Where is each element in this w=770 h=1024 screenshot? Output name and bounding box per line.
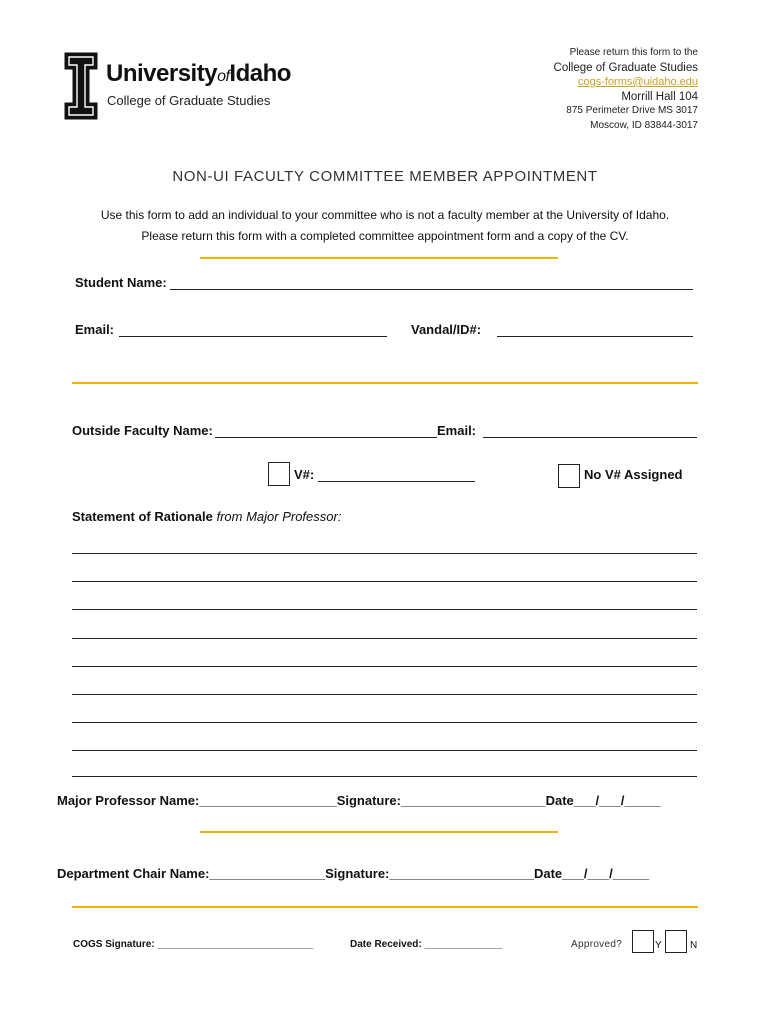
no-vnum-checkbox[interactable] [558,464,580,488]
rationale-label [72,509,341,524]
vnum-field[interactable] [318,481,475,482]
divider [72,906,698,908]
approved-yes-label: Y [655,940,662,951]
vnum-label: V#: [294,467,315,482]
no-vnum-label: No V# Assigned [584,467,683,482]
rationale-line[interactable] [72,609,697,610]
logo-subtitle: College of Graduate Studies [107,93,271,108]
return-note: Please return this form to the [569,47,698,58]
street: 875 Perimeter Drive MS 3017 [566,105,698,116]
intro-line-2: Please return this form with a completed committee appointment form and a copy of the CV. [141,229,629,243]
email-field[interactable] [119,336,387,337]
form-title: NON-UI FACULTY COMMITTEE MEMBER APPOINTMENT [172,168,598,185]
divider [72,382,698,384]
university-logo-icon [64,52,98,120]
city: Moscow, ID 83844-3017 [590,119,698,131]
vandal-id-field[interactable] [497,336,693,337]
outside-email-field[interactable] [483,437,697,438]
rationale-italic: from Major Professor: [212,509,342,524]
logo-word-university: University [106,60,218,87]
divider [200,831,558,833]
approved-yes-checkbox[interactable] [632,930,654,953]
rationale-line[interactable] [72,776,697,777]
rationale-line[interactable] [72,553,697,554]
approved-no-checkbox[interactable] [665,930,687,953]
outside-faculty-field[interactable] [215,437,437,438]
rationale-line[interactable] [72,722,697,723]
rationale-line[interactable] [72,638,697,639]
hall: Morrill Hall 104 [621,90,698,103]
major-professor-signature-row[interactable]: Major Professor Name:___________________Signature:____________________Date___/___/_____ [57,793,661,808]
rationale-line[interactable] [72,581,697,582]
email-link[interactable]: cogs-forms@uidaho.edu [577,76,698,88]
rationale-line[interactable] [72,694,697,695]
rationale-line[interactable] [72,750,697,751]
intro-line-1: Use this form to add an individual to your committee who is not a faculty member at the University of Idaho. [100,208,670,222]
student-name-label: Student Name: [75,275,167,290]
divider [200,257,558,259]
rationale-line[interactable] [72,666,697,667]
vnum-checkbox[interactable] [268,462,290,486]
cogs-signature-field[interactable]: COGS Signature: ____________________________ [73,939,314,950]
date-received-field[interactable]: Date Received: ______________ [350,939,503,950]
approved-label: Approved? [571,939,623,950]
vandal-id-label: Vandal/ID#: [411,322,482,337]
return-address [554,46,698,133]
approved-no-label: N [690,940,698,951]
logo-word-of: of [217,68,230,85]
email-label: Email: [75,322,115,337]
rationale-bold: Statement of Rationale [72,509,213,524]
student-name-field[interactable] [170,289,693,290]
outside-email-label: Email: [437,423,477,438]
outside-faculty-label: Outside Faculty Name: [72,423,213,438]
logo-word-idaho: Idaho [229,60,291,87]
college-name: College of Graduate Studies [553,61,698,74]
department-chair-signature-row[interactable]: Department Chair Name:________________Signature:____________________Date___/___/_____ [57,866,649,881]
logo-wordmark [106,60,291,88]
